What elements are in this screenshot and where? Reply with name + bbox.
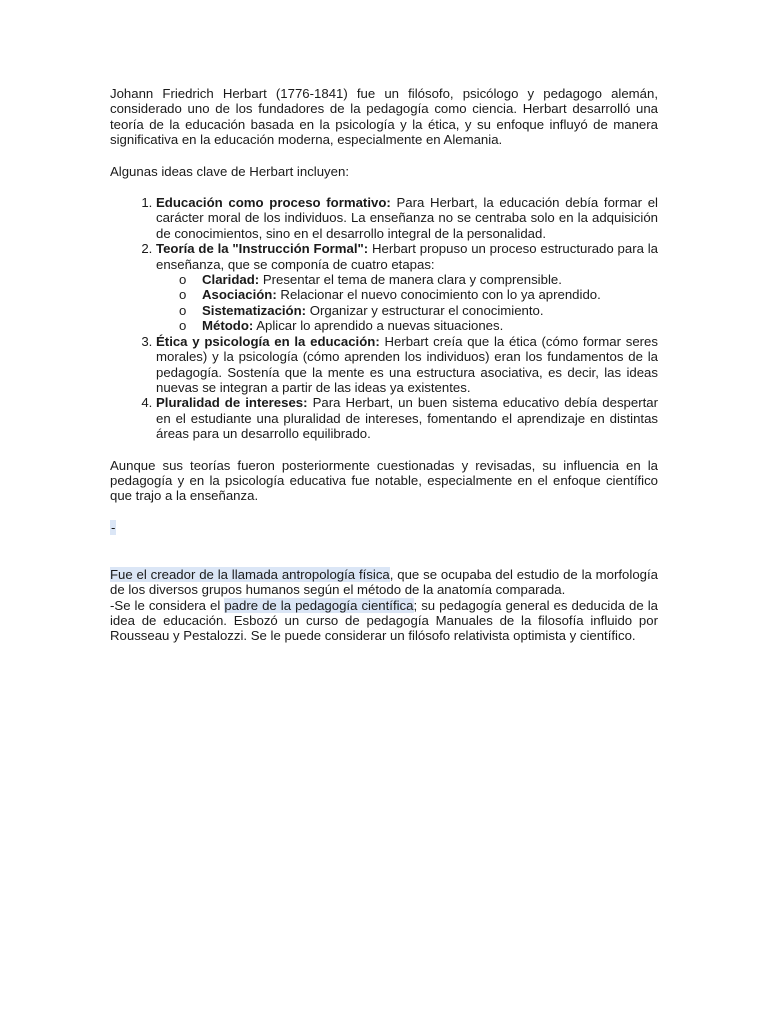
circle-bullet-icon: o bbox=[179, 272, 187, 288]
idea-title: Pluralidad de intereses: bbox=[156, 395, 308, 411]
conclusion-paragraph: Aunque sus teorías fueron posteriormente cuestionadas y revisadas, su influencia en la pedagogía y en la psicología educativa fue notable, especialmente en el enfoque científico que trajo a la enseñanza. bbox=[110, 457, 658, 504]
stage-text: Aplicar lo aprendido a nuevas situaciones. bbox=[253, 318, 504, 334]
highlighted-dash: - bbox=[111, 519, 116, 535]
idea-item bbox=[156, 241, 658, 333]
circle-bullet-icon: o bbox=[179, 318, 187, 334]
idea-text: Para Herbart, la educación debía formar el carácter moral de los individuos. La enseñanza no se centraba solo en la adquisición de conocimientos, sino en el desarrollo integral de la personalidad. bbox=[156, 195, 658, 241]
stage-item bbox=[179, 303, 658, 318]
key-ideas-list bbox=[110, 195, 658, 442]
idea-text: Para Herbart, un buen sistema educativo debía despertar en el estudiante una pluralidad de intereses, fomentando el aprendizaje en distintas áreas para un desarrollo equilibrado. bbox=[156, 395, 658, 442]
idea-title: Ética y psicología en la educación: bbox=[156, 333, 380, 349]
idea-title: Teoría de la "Instrucción Formal": bbox=[156, 241, 369, 257]
document-body bbox=[110, 86, 658, 644]
anthropology-paragraph bbox=[110, 567, 658, 598]
stage-title: Asociación: bbox=[202, 287, 277, 303]
paragraph-spacer bbox=[110, 442, 658, 458]
idea-text: Herbart creía que la ética (cómo formar seres morales) y la psicología (cómo aprenden los individuos) eran los fundamentos de la pedagogía. Sostenía que la mente es una estructura asociativa, es decir, las ideas nuevas se integran a partir de las ideas ya existentes. bbox=[156, 333, 658, 395]
paragraph-text: -Se le considera el bbox=[110, 597, 225, 613]
paragraph-text: , que se ocupaba del estudio de la morfología de los diversos grupos humanos según el método de la anatomía comparada. bbox=[110, 566, 658, 598]
pedagogy-paragraph bbox=[110, 598, 658, 644]
stage-text: Presentar el tema de manera clara y comprensible. bbox=[259, 272, 562, 288]
intro-paragraph: Johann Friedrich Herbart (1776-1841) fue un filósofo, psicólogo y pedagogo alemán, considerado uno de los fundadores de la pedagogía como ciencia. Herbart desarrolló una teoría de la educación basada en la psicología y la ética, y su enfoque influyó de manera significativa en la educación moderna, especialmente en Alemania. bbox=[110, 86, 658, 148]
stages-list bbox=[156, 272, 658, 334]
idea-item bbox=[156, 334, 658, 396]
stage-title: Claridad: bbox=[202, 272, 260, 288]
idea-text: Herbart propuso un proceso estructurado para la enseñanza, que se componía de cuatro etapas: bbox=[156, 241, 658, 272]
idea-item bbox=[156, 395, 658, 441]
circle-bullet-icon: o bbox=[179, 287, 187, 303]
idea-item bbox=[156, 195, 658, 241]
stage-title: Sistematización: bbox=[202, 302, 307, 318]
idea-title: Educación como proceso formativo: bbox=[156, 195, 391, 211]
highlighted-text: padre de la pedagogía científica bbox=[224, 597, 414, 613]
ideas-intro-paragraph: Algunas ideas clave de Herbart incluyen: bbox=[110, 163, 349, 179]
stage-text: Organizar y estructurar el conocimiento. bbox=[306, 302, 544, 318]
stage-item bbox=[179, 272, 658, 287]
stage-item bbox=[179, 318, 658, 333]
blank-space bbox=[110, 535, 658, 567]
stage-item bbox=[179, 287, 658, 302]
paragraph-text: ; su pedagogía general es deducida de la idea de educación. Esbozó un curso de pedagogía Manuales de la filosofía influido por Rousseau y Pestalozzi. Se le puede considerar un filósofo relativista optimista y científico. bbox=[110, 597, 658, 644]
paragraph-spacer bbox=[110, 148, 658, 164]
highlighted-text: Fue el creador de la llamada antropología física bbox=[110, 566, 390, 582]
stage-title: Método: bbox=[202, 318, 254, 334]
stage-text: Relacionar el nuevo conocimiento con lo ya aprendido. bbox=[276, 287, 601, 303]
circle-bullet-icon: o bbox=[179, 302, 187, 318]
dash-line bbox=[110, 520, 658, 535]
